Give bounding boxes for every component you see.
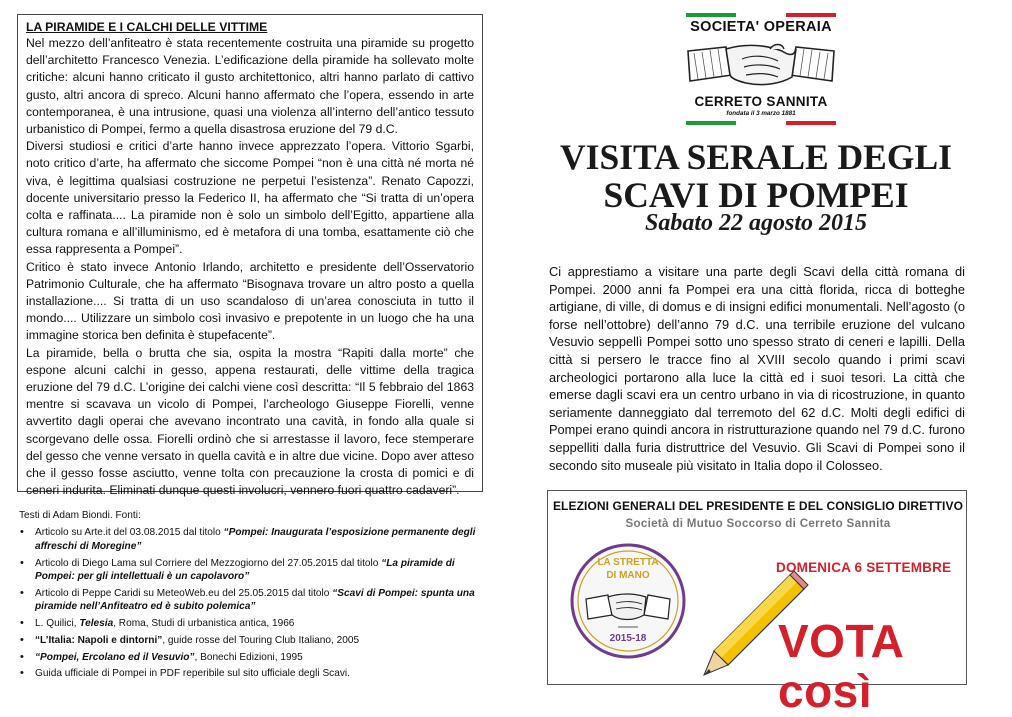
vote-slogan: VOTA così [778,615,903,717]
source-text: Articolo di Diego Lama sul Corriere del Mezzogiorno del 27.05.2015 dal titolo [35,557,382,569]
source-text: L. Quilici, [35,618,80,630]
election-subheading: Società di Mutuo Soccorso di Cerreto Sannita [625,517,891,530]
source-title: “Scavi di Pompei: spunta una piramide nell’Anfiteatro ed è subito polemica” [35,587,475,613]
source-title: “La piramide di Pompei: per gli intellettuali è un capolavoro” [35,557,455,583]
source-item [19,634,489,647]
sources-section [19,509,489,684]
article-paragraph-3: Critico è stato invece Antonio Irlando, architetto e presidente dell’Osservatorio Patrimonio Culturale, che ha affermato “Bisognava trovare un altro posto a quella installazione.... Si tratta di un uso scandaloso di un’area conosciuta in tutto il mondo.... Utilizzare un simbolo così invasivo e prepotente in un luogo che ha una immagine storica ben definita è stupefacente”. [26,259,474,343]
source-item [19,651,489,664]
intro-text: Ci apprestiamo a visitare una parte degli Scavi della città romana di Pompei. 2000 anni fa Pompei era una città florida, ricca di botteghe artigiane, di ville, di domus e di insigni edifici monumentali. Nell’agosto (o forse nell’ottobre) dell’anno 79 d.C. una terribile eruzione del vulcano Vesuvio seppellì Pompei sotto uno spesso strato di ceneri e lapilli. Della città si persero le tracce fino al XVIII secolo quando i primi scavi archeologici portarono alla luce la città ed i suoi tesori. La città che emerse dagli scavi era un centro urbano in via di ricostruzione, in quanto seriamente danneggiato dal terremoto del 62 d.C. Molti degli edifici di Pompei erano quindi ancora in ristrutturazione quando nel 79 d.C. furono seppelliti dalla furia distruttrice del Vesuvio. Gli Scavi di Pompei sono il secondo sito museale più visitato in Italia dopo il Colosseo. [549,264,965,473]
source-title: “Pompei: Inaugurata l’esposizione permanente degli affreschi di Moregine” [35,527,476,552]
source-item [19,667,489,680]
logo-title-line2: CERRETO SANNITA [694,94,828,109]
source-item [19,587,489,614]
handshake-icon [686,37,836,93]
article-box [17,14,483,498]
source-item [19,617,489,630]
source-title: “Pompei, Ercolano ed il Vesuvio” [35,651,195,663]
tricolor-band-top [686,13,836,17]
emblem-label-top2: DI MANO [606,570,650,581]
source-text: Articolo su Arte.it del 03.08.2015 dal titolo [35,527,224,539]
event-title-line2: SCAVI DI POMPEI [603,175,909,215]
source-text: Articolo di Peppe Caridi su MeteoWeb.eu del 25.05.2015 dal titolo [35,587,333,599]
article-paragraph-1: Nel mezzo dell’anfiteatro è stata recentemente costruita una piramide su progetto dell’architetto Francesco Venezia. L’edificazione della piramide ha sollevato molte critiche: alcuni hanno criticato il gusto architettonico, altri hanno parlato di cattivo gusto, altri ancora di spreco. Alcuni hanno affermato che l’opera, essendo in arte contemporanea, è una intrusione, quasi una violenza all’interno dell’antico tessuto urbanistico di Pompei, fermo a quella disastrosa eruzione del 79 d.C. [26,36,474,137]
source-item [19,526,489,553]
election-banner [547,490,967,717]
logo-title-line1: SOCIETA' OPERAIA [690,19,832,35]
event-title-line1: VISITA SERALE DEGLI [560,137,952,177]
tricolor-band-bottom [686,121,836,125]
source-title: Telesia [79,618,114,630]
list-emblem [568,541,688,661]
event-date: Sabato 22 agosto 2015 [644,210,868,236]
article-title: LA PIRAMIDE E I CALCHI DELLE VITTIME [26,20,268,34]
source-tail: , Bonechi Edizioni, 1995 [194,651,303,663]
source-item [19,557,489,584]
logo-founded: fondata il 3 marzo 1881 [726,110,796,117]
sources-list [19,526,489,680]
sources-intro: Testi di Adam Biondi. Fonti: [19,510,141,521]
emblem-year: 2015-18 [609,633,647,644]
event-title [500,138,1012,214]
society-logo [686,13,836,125]
source-title: “L’Italia: Napoli e dintorni” [35,634,163,646]
article-paragraph-2: Diversi studiosi e critici d’arte hanno invece apprezzato l’opera. Vittorio Sgarbi, noto critico d’arte, ha affermato che siccome Pompei “non è una città né morta né viva, è legittima qualsiasi costruzione ne perpetui l’esistenza”. Renato Capozzi, docente universitario presso la Federico II, ha affermato che “Si tratta di un’opera colta e raffinata.... La piramide non è solo un simbolo dell’Egitto, appartiene alla cultura romana e all’illuminismo, ed è metafora di una tomba, esattamente ciò che essa rappresenta a Pompei”. [26,139,474,257]
election-heading: ELEZIONI GENERALI DEL PRESIDENTE E DEL CONSIGLIO DIRETTIVO [552,499,964,513]
election-date: DOMENICA 6 SETTEMBRE [776,560,952,575]
source-tail: , guide rosse del Touring Club Italiano, 2005 [162,634,360,646]
source-text: Guida ufficiale di Pompei in PDF reperibile sul sito ufficiale degli Scavi. [35,668,350,680]
source-tail: , Roma, Studi di urbanistica antica, 1966 [113,618,295,630]
article-paragraph-4: La piramide, bella o brutta che sia, ospita la mostra “Rapiti dalla morte” che espone alcuni calchi in gesso, appena restaurati, delle vittime della tragica eruzione del 79 d.C. L’origine dei calchi viene così descritta: “Il 5 febbraio del 1863 mentre si scavava un vicolo di Pompei, l’archeologo Giuseppe Fiorelli, venne avvertito dagli operai che avevano incontrato una cavità, in fondo alla quale si scorgevano delle ossa. Fiorelli ordinò che si arrestasse il lavoro, fece stemperare del gesso che venne versato in quella cavità e in altre due vicine. Dopo aver atteso che il gesso fosse asciutto, venne tolta con precauzione la crosta di pomici e di ceneri indurita. Eliminati dunque questi involucri, vennero fuori quattro cadaveri”. [26,345,474,498]
emblem-label-top: LA STRETTA [597,557,659,568]
